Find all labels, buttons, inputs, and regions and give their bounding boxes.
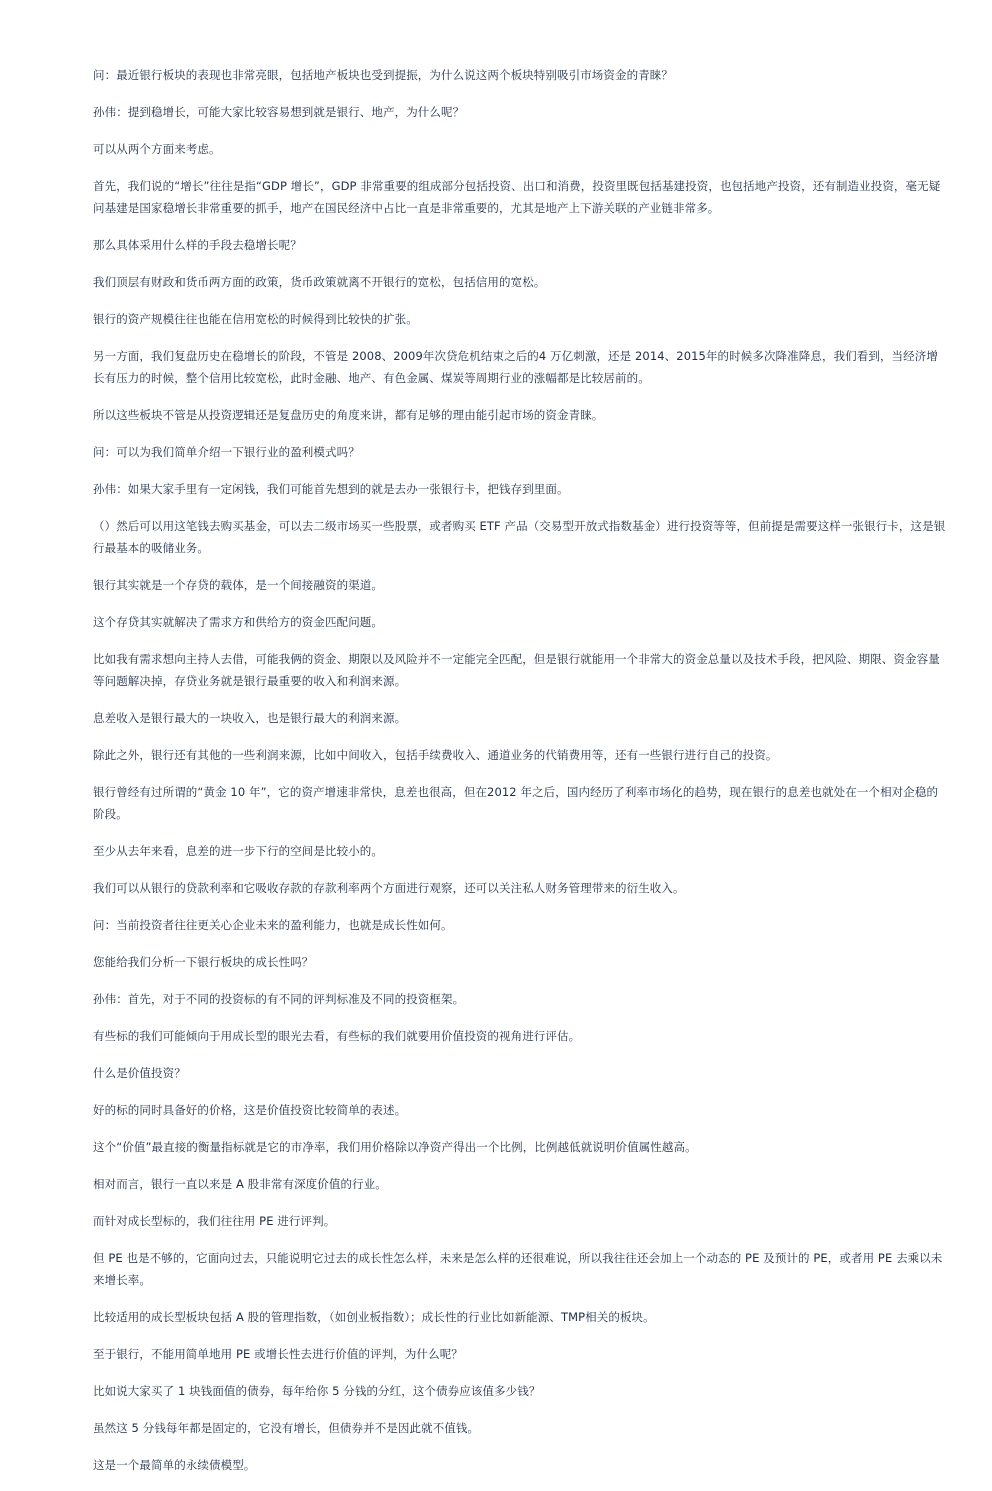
paragraph-28: 相对而言，银行一直以来是 A 股非常有深度价值的行业。 (93, 1177, 387, 1191)
paragraph-19: 至少从去年来看，息差的进一步下行的空间是比较小的。 (93, 844, 383, 858)
paragraph-21: 问：当前投资者往往更关心企业未来的盈利能力，也就是成长性如何。 (93, 918, 453, 932)
paragraph-7: 银行的资产规模往往也能在信用宽松的时候得到比较快的扩张。 (93, 312, 418, 326)
paragraph-30: 但 PE 也是不够的，它面向过去，只能说明它过去的成长性怎么样，未来是怎么样的还很难说，所以我往往还会加上一个动态的 PE 及预计的 PE，或者用 PE 去乘以未来增长率。 (93, 1251, 943, 1287)
paragraph-11: 孙伟：如果大家手里有一定闲钱，我们可能首先想到的就是去办一张银行卡，把钱存到里面。 (93, 482, 569, 496)
paragraph-25: 什么是价值投资？ (93, 1066, 186, 1080)
paragraph-29: 而针对成长型标的，我们往往用 PE 进行评判。 (93, 1214, 336, 1228)
paragraph-22: 您能给我们分析一下银行板块的成长性吗？ (93, 955, 314, 969)
paragraph-20: 我们可以从银行的贷款利率和它吸收存款的存款利率两个方面进行观察，还可以关注私人财务管理带来的衍生收入。 (93, 881, 685, 895)
paragraph-32: 至于银行，不能用简单地用 PE 或增长性去进行价值的评判，为什么呢？ (93, 1347, 463, 1361)
paragraph-5: 那么具体采用什么样的手段去稳增长呢？ (93, 238, 302, 252)
paragraph-16: 息差收入是银行最大的一块收入，也是银行最大的利润来源。 (93, 711, 407, 725)
paragraph-34: 虽然这 5 分钱每年都是固定的，它没有增长，但债券并不是因此就不值钱。 (93, 1421, 480, 1435)
document-body (93, 64, 948, 1491)
paragraph-15: 比如我有需求想向主持人去借，可能我俩的资金、期限以及风险并不一定能完全匹配，但是银行就能用一个非常大的资金总量以及技术手段，把风险、期限、资金容量等问题解决掉，存贷业务就是银行最重要的收入和利润来源。 (93, 652, 940, 688)
paragraph-13: 银行其实就是一个存贷的载体，是一个间接融资的渠道。 (93, 578, 383, 592)
paragraph-6: 我们顶层有财政和货币两方面的政策，货币政策就离不开银行的宽松，包括信用的宽松。 (93, 275, 546, 289)
paragraph-24: 有些标的我们可能倾向于用成长型的眼光去看，有些标的我们就要用价值投资的视角进行评估。 (93, 1029, 581, 1043)
paragraph-27: 这个“价值”最直接的衡量指标就是它的市净率，我们用价格除以净资产得出一个比例，比例越低就说明价值属性越高。 (93, 1140, 697, 1154)
paragraph-31: 比较适用的成长型板块包括 A 股的管理指数，（如创业板指数）；成长性的行业比如新能源、TMP相关的板块。 (93, 1310, 655, 1324)
paragraph-1: 问：最近银行板块的表现也非常亮眼，包括地产板块也受到提振，为什么说这两个板块特别吸引市场资金的青睐？ (93, 68, 673, 82)
paragraph-8: 另一方面，我们复盘历史在稳增长的阶段，不管是 2008、2009年次贷危机结束之后的4 万亿刺激，还是 2014、2015年的时候多次降准降息，我们看到，当经济增长有压力的时候，整个信用比较宽松，此时金融、地产、有色金属、煤炭等周期行业的涨幅都是比较居前的。 (93, 349, 938, 385)
paragraph-18: 银行曾经有过所谓的“黄金 10 年”，它的资产增速非常快，息差也很高，但在2012 年之后，国内经历了利率市场化的趋势，现在银行的息差也就处在一个相对企稳的阶段。 (93, 785, 939, 821)
paragraph-17: 除此之外，银行还有其他的一些利润来源，比如中间收入，包括手续费收入、通道业务的代销费用等，还有一些银行进行自己的投资。 (93, 748, 778, 762)
paragraph-35: 这是一个最简单的永续债模型。 (93, 1458, 256, 1472)
paragraph-4: 首先，我们说的“增长”往往是指“GDP 增长”，GDP 非常重要的组成部分包括投资、出口和消费，投资里既包括基建投资，也包括地产投资，还有制造业投资，毫无疑问基建是国家稳增长非常重要的抓手，地产在国民经济中占比一直是非常重要的，尤其是地产上下游关联的产业链非常多。 (93, 179, 941, 215)
paragraph-23: 孙伟：首先，对于不同的投资标的有不同的评判标准及不同的投资框架。 (93, 992, 465, 1006)
paragraph-3: 可以从两个方面来考虑。 (93, 142, 221, 156)
paragraph-2: 孙伟：提到稳增长，可能大家比较容易想到就是银行、地产，为什么呢？ (93, 105, 465, 119)
paragraph-10: 问：可以为我们简单介绍一下银行业的盈利模式吗？ (93, 445, 360, 459)
paragraph-26: 好的标的同时具备好的价格，这是价值投资比较简单的表述。 (93, 1103, 407, 1117)
paragraph-14: 这个存贷其实就解决了需求方和供给方的资金匹配问题。 (93, 615, 383, 629)
paragraph-12: （）然后可以用这笔钱去购买基金，可以去二级市场买一些股票，或者购买 ETF 产品（交易型开放式指数基金）进行投资等等，但前提是需要这样一张银行卡，这是银行最基本的吸储业务。 (93, 519, 946, 555)
paragraph-9: 所以这些板块不管是从投资逻辑还是复盘历史的角度来讲，都有足够的理由能引起市场的资金青睐。 (93, 408, 604, 422)
paragraph-33: 比如说大家买了 1 块钱面值的债券，每年给你 5 分钱的分红，这个债券应该值多少钱？ (93, 1384, 541, 1398)
